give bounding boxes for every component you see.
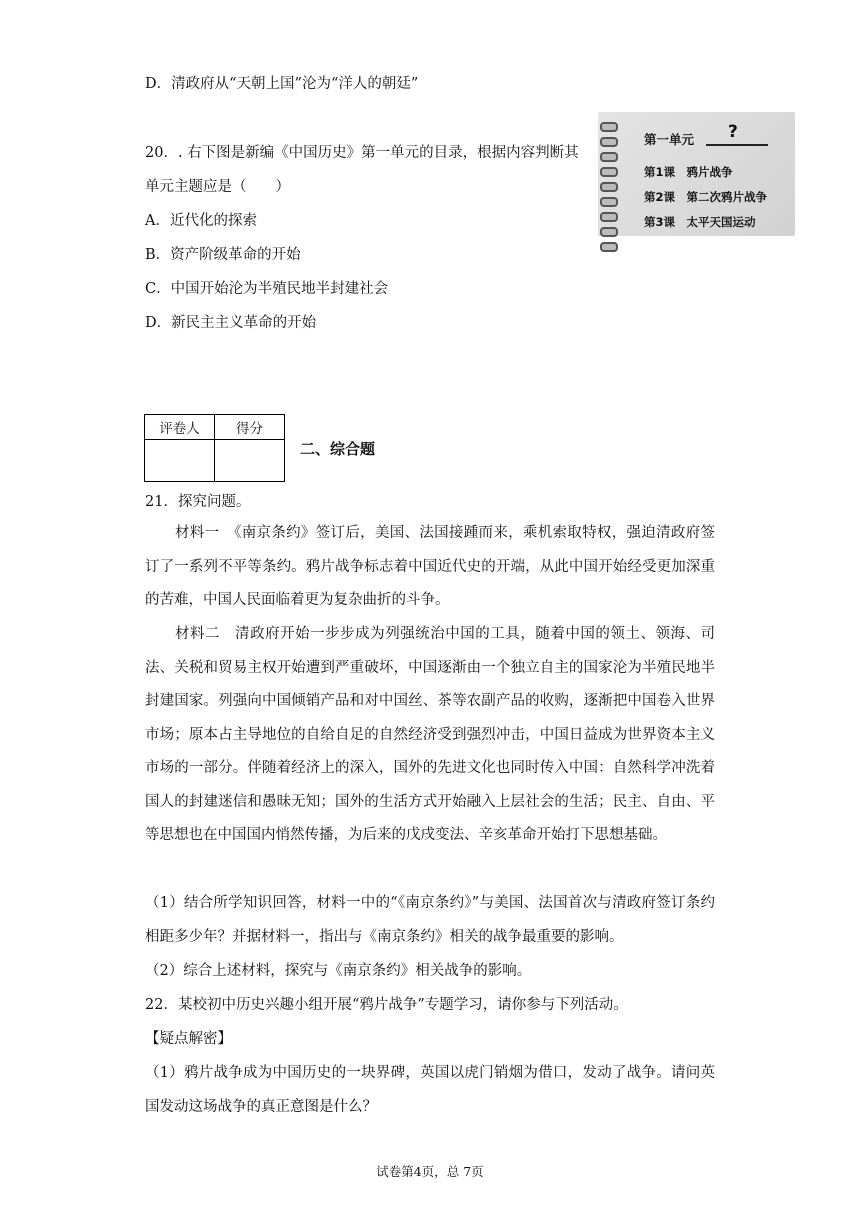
q21-sub1: （1）结合所学知识回答，材料一中的“《南京条约》”与美国、法国首次与清政府签订条约相距多少年？并据材料一，指出与《南京条约》相关的战争最重要的影响。: [145, 895, 715, 945]
q21-material1: 材料一 《南京条约》签订后，美国、法国接踵而来，乘机索取特权，强迫清政府签订了一系列不平等条约。鸦片战争标志着中国近代史的开端，从此中国开始经受更加深重的苦难，中国人民面临着更为复杂曲折的斗争。: [145, 525, 715, 608]
lesson-2: 第2课 第二次鸦片战争: [644, 190, 768, 204]
q20-stem-line2: 单元主题应是（ ）: [145, 179, 290, 195]
unit-question-mark: ?: [728, 122, 738, 142]
page-footer: 试卷第4页，总 7页: [376, 1164, 484, 1179]
score-cell: [215, 440, 285, 482]
lesson-3: 第3课 太平天国运动: [644, 215, 756, 229]
q20-stem-line1: 20．. 右下图是新编《中国历史》第一单元的目录，根据内容判断其: [145, 145, 579, 161]
score-header: 得分: [215, 415, 285, 440]
q22-stem: 22．某校初中历史兴趣小组开展“鸦片战争”专题学习，请你参与下列活动。: [145, 997, 628, 1013]
q21-material2: 材料二 清政府开始一步步成为列强统治中国的工具，随着中国的领土、领海、司法、关税和贸易主权开始遭到严重破坏，中国逐渐由一个独立自主的国家沦为半殖民地半封建国家。列强向中国倾销产品和对中国丝、茶等农副产品的收购，逐渐把中国卷入世界市场；原本占主导地位的自给自足的自然经济受到强烈冲击，中国日益成为世界资本主义市场的一部分。伴随着经济上的深入，国外的先进文化也同时传入中国：自然科学冲洗着国人的封建迷信和愚昧无知；国外的生活方式开始融入上层社会的生活；民主、自由、平等思想也在中国国内悄然传播，为后来的戊戌变法、辛亥革命开始打下思想基础。: [145, 626, 715, 843]
lesson-1: 第1课 鸦片战争: [644, 165, 733, 179]
q21-sub2: （2）综合上述材料，探究与《南京条约》相关战争的影响。: [145, 963, 532, 979]
reviewer-cell: [145, 440, 215, 482]
q19-option-d: D．清政府从“天朝上国”沦为“洋人的朝廷”: [145, 76, 419, 92]
q21-stem: 21．探究问题。: [145, 494, 251, 510]
q22-sub1: （1）鸦片战争成为中国历史的一块界碑，英国以虎门销烟为借口，发动了战争。请问英国发动这场战争的真正意图是什么？: [145, 1065, 715, 1115]
q20-option-d: D．新民主主义革命的开始: [145, 315, 317, 331]
q22-section: 【疑点解密】: [145, 1031, 232, 1047]
q20-option-a: A．近代化的探索: [145, 213, 257, 229]
unit-title: 第一单元: [644, 132, 695, 147]
section-title: 二、综合题: [300, 440, 376, 458]
q20-option-b: B．资产阶级革命的开始: [145, 247, 301, 263]
unit-blank-line: [706, 144, 768, 146]
q20-option-c: C．中国开始沦为半殖民地半封建社会: [145, 281, 389, 297]
notebook-spiral: [600, 122, 614, 257]
reviewer-header: 评卷人: [145, 415, 215, 440]
unit-contents-image: [598, 112, 795, 236]
score-table: [144, 414, 285, 482]
